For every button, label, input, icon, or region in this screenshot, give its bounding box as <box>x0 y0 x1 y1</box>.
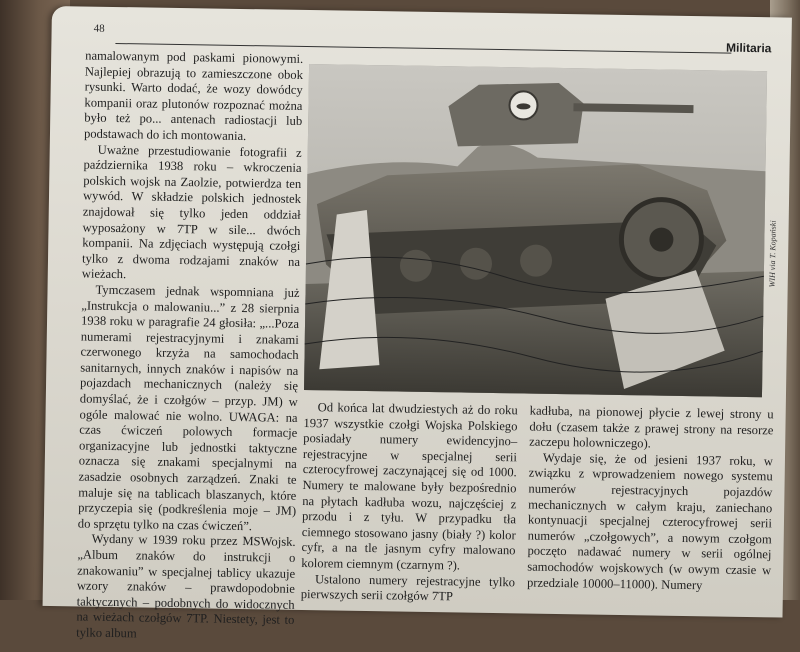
paragraph: Wydany w 1939 roku przez MSWojsk. „Album znaków do instrukcji o znakowaniu” w specjalnej tablicy ukazuje wzory znaków – prawdopodobnie taktycznych – podobnych do widocznych na wieżach czołgów 7TP. Niestety, jest to tylko album <box>76 532 296 641</box>
paragraph: Uważne przestudiowanie fotografii z października 1938 roku – wkroczenia polskich wojsk na Zaolzie, potwierdza ten wywód. W składzie polskich jednostek znajdował się tylko jeden oddział wyposażony w 7TP w sile... dwóch kompanii. Na zdjęciach występują czołgi tylko z dwoma rodzajami znaków na wieżach. <box>81 142 302 282</box>
paragraph: Ustalono numery rejestracyjne tylko pierwszych serii czołgów 7TP <box>300 571 516 604</box>
tank-photo-image <box>304 64 767 397</box>
text-column-left <box>76 48 304 641</box>
paragraph: namalowanym pod paskami pionowymi. Najlepiej obrazują to zamieszczone obok rysunki. Warto dodać, że wozy dowódcy kompanii oraz plutonów rozpoznać można było też po... antenach radiostacji lub podstawach do ich montowania. <box>83 48 304 144</box>
magazine-title: Militaria <box>725 40 772 56</box>
paragraph: kadłuba, na pionowej płycie z lewej strony u dołu (czasem także z prawej strony na resorze zaczepu holowniczego). <box>529 403 774 451</box>
text-column-middle <box>301 400 518 613</box>
paragraph: Od końca lat dwudziestych aż do roku 1937 wszystkie czołgi Wojska Polskiego posiadały numery ewidencyjno–rejestracyjne w specjalnej serii czterocyfrowej zaczynającej się od 1000. Numery te malowane były bezpośrednio na płytach kadłuba wozu, najczęściej z przodu i z tyłu. W przypadku tła ciemnego stosowano jasny (biały ?) kolor cyfr, a na tle jasnym cyfry malowano kolorem ciemnym (czarnym ?). <box>301 400 518 573</box>
tank-photo <box>304 64 767 397</box>
page-number: 48 <box>93 22 105 35</box>
magazine-page <box>43 6 792 641</box>
paragraph: Wydaje się, że od jesieni 1937 roku, w związku z wprowadzeniem nowego systemu numerów rejestracyjnych pojazdów mechanicznych w całym kraju, zaniechano kontynuacji specjalnej czterocyfrowej serii numerów „czołgowych”, a nowym czołgom poczęto nadawać numery w serii ogólnej samochodów wojskowych (w owym czasie w przedziale 10000–11000). Numery <box>526 450 774 592</box>
text-column-right <box>527 404 774 618</box>
photo-credit: WIH via T. Kopański <box>767 220 778 288</box>
paragraph: Tymczasem jednak wspomniana już „Instrukcja o malowaniu...” z 28 sierpnia 1938 roku w paragrafie 24 głosiła: „...Poza numerami rejestracyjnymi i znakami czerwonego krzyża na samochodach sanitarnych, innych znaków i napisów na pojazdach mechanicznych (należy się domyślać, że i czołgów – przyp. JM) w ogóle malować nie wolno. UWAGA: na czas ćwiczeń polowych formacje organizacyjne lub jednostki taktyczne oznacza się znakami specjalnymi na zasadzie osobnych zarządzeń. Znaki te maluje się na tablicach blaszanych, które przyczepia się (podkreślenia moje – JM) do sprzętu tylko na czas ćwiczeń”. <box>77 282 300 534</box>
